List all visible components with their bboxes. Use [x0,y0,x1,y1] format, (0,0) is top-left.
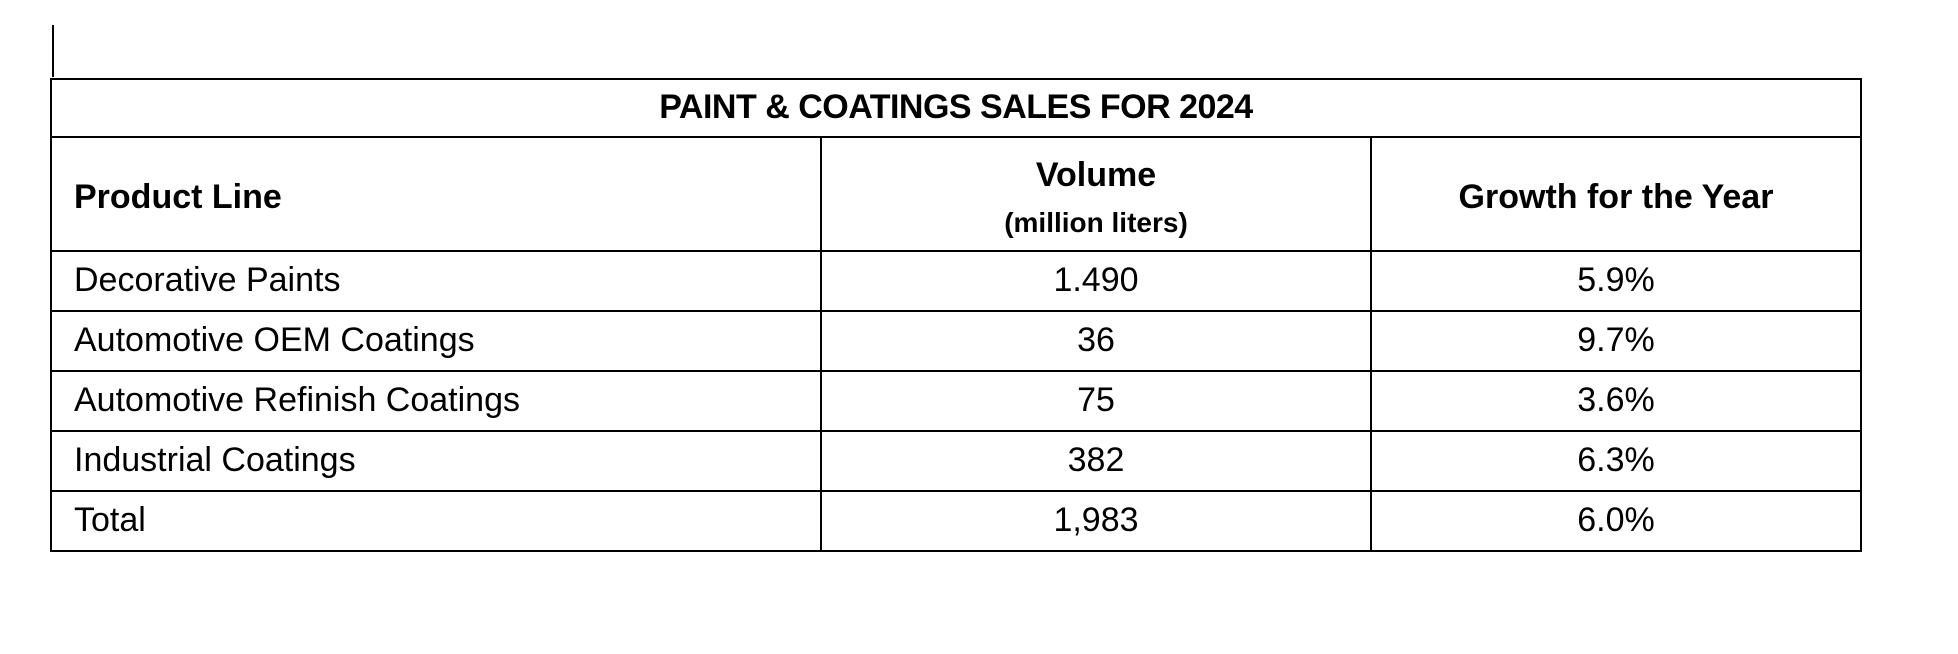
header-volume-label: Volume [1035,155,1157,194]
table-row [51,431,1861,491]
cell-product: Total [51,491,821,551]
cell-growth: 6.0% [1371,491,1861,551]
table-title: PAINT & COATINGS SALES FOR 2024 [51,79,1861,137]
header-growth: Growth for the Year [1371,137,1861,251]
cell-growth: 3.6% [1371,371,1861,431]
header-volume-unit: (million liters) [1004,207,1188,239]
cell-volume: 382 [821,431,1371,491]
table-row-total [51,491,1861,551]
cell-product: Automotive OEM Coatings [51,311,821,371]
cell-product: Industrial Coatings [51,431,821,491]
text-cursor [52,25,54,77]
cell-volume: 75 [821,371,1371,431]
title-row [51,79,1861,137]
table-row [51,311,1861,371]
cell-growth: 5.9% [1371,251,1861,311]
header-product-line: Product Line [51,137,821,251]
cell-growth: 6.3% [1371,431,1861,491]
cell-growth: 9.7% [1371,311,1861,371]
cell-product: Automotive Refinish Coatings [51,371,821,431]
cell-volume: 1.490 [821,251,1371,311]
cell-volume: 1,983 [821,491,1371,551]
table-row [51,251,1861,311]
cell-product: Decorative Paints [51,251,821,311]
cell-volume: 36 [821,311,1371,371]
sales-table [50,78,1862,552]
header-volume [821,137,1371,251]
header-row [51,137,1861,251]
table-row [51,371,1861,431]
